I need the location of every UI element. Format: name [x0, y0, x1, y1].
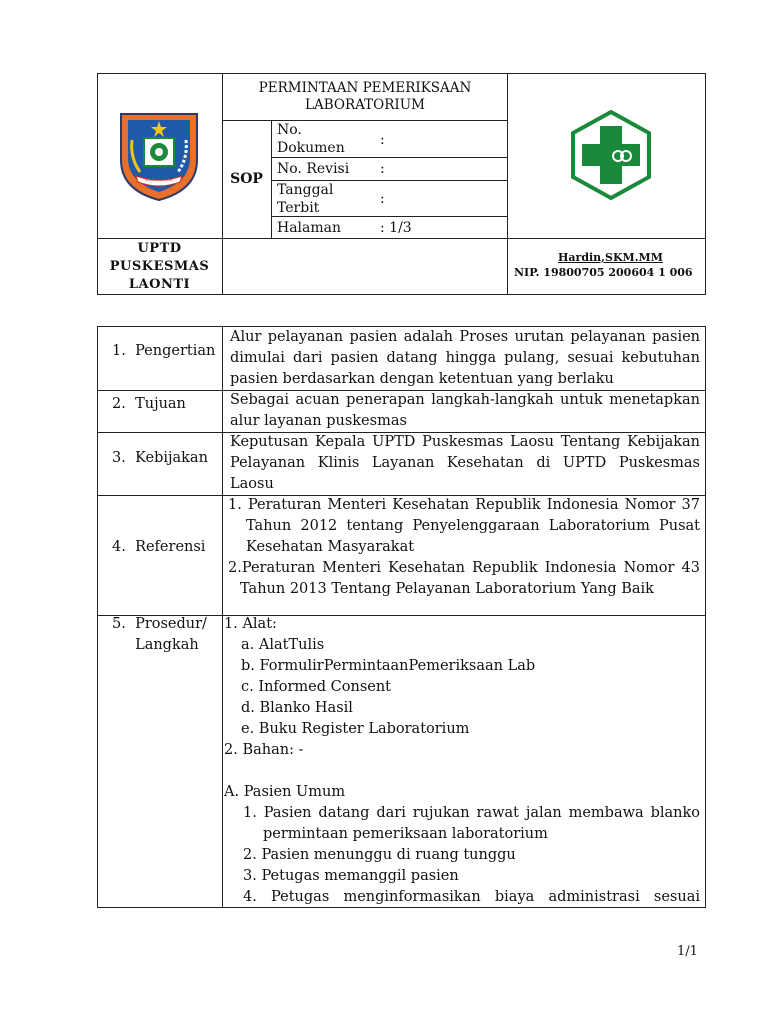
alat-item: a. AlatTulis: [241, 637, 325, 653]
step-item: 3. Petugas memanggil pasien: [243, 868, 459, 884]
signer-name: Hardin,SKM.MM: [558, 251, 663, 264]
section-title: Kebijakan: [135, 450, 208, 466]
step-item: 1. Pasien datang dari rujukan rawat jalan membawa blanko permintaan pemeriksaan laboratorium: [243, 805, 700, 842]
kemenkes-logo: [566, 110, 656, 200]
field-tanggal-terbit-value: :: [380, 191, 385, 207]
alat-heading: 1. Alat:: [224, 616, 277, 632]
alat-item: d. Blanko Hasil: [241, 700, 353, 716]
alat-list: [241, 635, 535, 740]
referensi-item-2: 2.Peraturan Menteri Kesehatan Republik Indonesia Nomor 43 Tahun 2013 Tentang Pelayanan Laboratorium Yang Baik: [228, 560, 700, 597]
section-title: Prosedur/ Langkah: [135, 616, 207, 653]
section-5-label: [112, 614, 212, 656]
section-num: 2.: [112, 396, 126, 412]
section-num: 5.: [112, 616, 126, 632]
referensi-item-1: 1. Peraturan Menteri Kesehatan Republik Indonesia Nomor 37 Tahun 2012 tentang Penyelenggaraan Laboratorium Pusat Kesehatan Masyarakat: [228, 497, 700, 555]
konawe-selatan-logo: [116, 108, 202, 202]
alat-item: c. Informed Consent: [241, 679, 392, 695]
sop-label: SOP: [230, 171, 263, 187]
organization-name: UPTD PUSKESMAS LAONTI: [109, 240, 210, 292]
field-tanggal-terbit-label: Tanggal Terbit: [277, 182, 334, 216]
field-no-revisi-label: No. Revisi: [277, 161, 350, 177]
alat-item: b. FormulirPermintaanPemeriksaan Lab: [241, 658, 536, 674]
alat-item: e. Buku Register Laboratorium: [241, 721, 470, 737]
step-item: 2. Pasien menunggu di ruang tunggu: [243, 847, 516, 863]
field-halaman-label: Halaman: [277, 220, 342, 236]
section-title: Pengertian: [135, 343, 216, 359]
section-4-label: [112, 537, 205, 558]
section-num: 1.: [112, 343, 126, 359]
section-3-label: [112, 448, 208, 469]
logo-banner-text: KONAWE SELATAN: [145, 178, 173, 182]
section-2-text: Sebagai acuan penerapan langkah-langkah untuk menetapkan alur layanan puskesmas: [230, 392, 700, 429]
signer-nip: NIP. 19800705 200604 1 006: [514, 266, 693, 279]
section-1-label: [112, 341, 215, 362]
section-num: 4.: [112, 539, 126, 555]
field-no-dokumen-value: :: [380, 132, 385, 148]
section-num: 3.: [112, 450, 126, 466]
page-number: 1/1: [677, 944, 698, 959]
document-title: PERMINTAAN PEMERIKSAAN LABORATORIUM: [258, 80, 472, 113]
section-2-label: [112, 394, 186, 415]
field-no-revisi-value: :: [380, 161, 385, 177]
bahan-heading: 2. Bahan: -: [224, 742, 304, 758]
section-title: Tujuan: [135, 396, 186, 412]
pasien-umum-heading: A. Pasien Umum: [224, 784, 346, 800]
field-halaman-value: : 1/3: [380, 220, 412, 236]
field-no-dokumen-label: No. Dokumen: [277, 122, 345, 156]
section-title: Referensi: [135, 539, 206, 555]
step-item: 4. Petugas menginformasikan biaya administrasi sesuai: [243, 889, 700, 905]
section-1-text: Alur pelayanan pasien adalah Proses urutan pelayanan pasien dimulai dari pasien datang hingga pulang, sesuai kebutuhan pasien berdasarkan dengan ketentuan yang berlaku: [230, 329, 700, 387]
section-3-text: Keputusan Kepala UPTD Puskesmas Laosu Tentang Kebijakan Pelayanan Klinis Layanan Kesehatan di UPTD Puskesmas Laosu: [230, 434, 700, 492]
